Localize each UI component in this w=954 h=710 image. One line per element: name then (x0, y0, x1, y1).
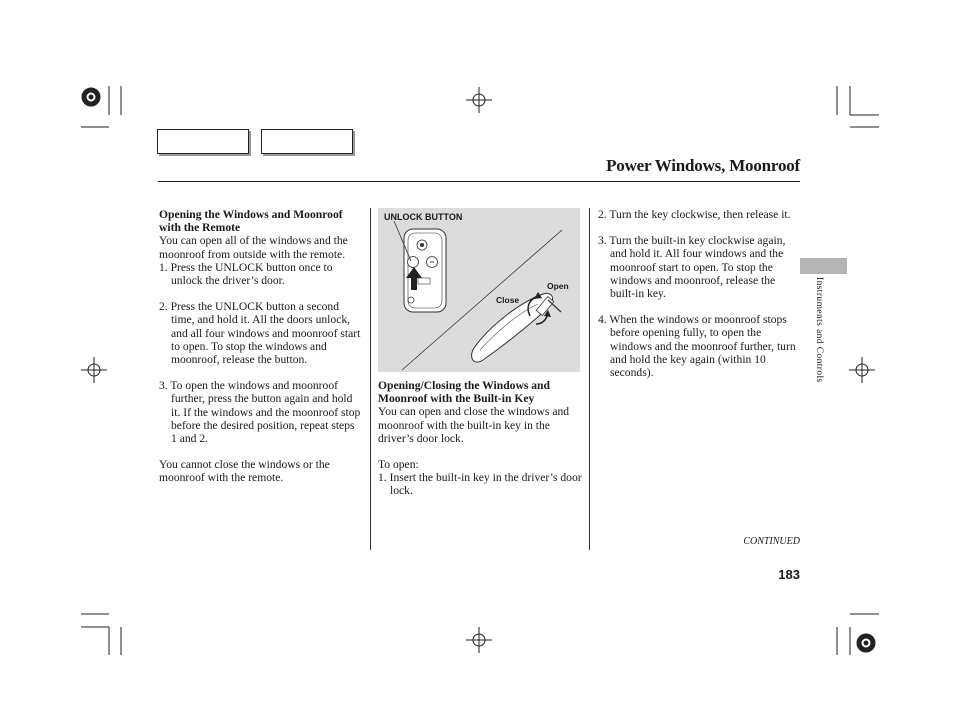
remote-fob-icon (404, 229, 446, 312)
column-1 (159, 208, 363, 485)
step-item: 1. Press the UNLOCK button once to unlock the driver’s door. (159, 260, 333, 288)
crosshair-top-center (466, 87, 492, 113)
note-text: You cannot close the windows or the moonroof with the remote. (159, 458, 330, 485)
step-item: 4. When the windows or moonroof stops before opening fully, to open the windows and the moonroof further, turn and hold the key again (within 10 seconds). (598, 313, 796, 380)
registration-mark-bottom-right (857, 634, 875, 652)
open-label: Open (547, 281, 569, 291)
step-item: 3. Turn the built-in key clockwise again, and hold it. All four windows and the moonroof start to open. To stop the windows and moonroof, release the built-in key. (598, 234, 786, 301)
step-item: 3. To open the windows and moonroof further, press the button again and hold it. If the windows and the moonroof stop before the desired position, repeat steps 1 and 2. (159, 379, 361, 446)
crosshair-left (81, 357, 107, 383)
title-rule (158, 181, 800, 182)
intro-text: You can open and close the windows and moonroof with the built-in key in the driver’s door lock. (378, 405, 570, 445)
page-title: Power Windows, Moonroof (606, 156, 800, 175)
continued-label: CONTINUED (743, 536, 800, 547)
crosshair-right (849, 357, 875, 383)
page-number: 183 (778, 567, 800, 582)
registration-mark-top-left (82, 88, 100, 106)
intro-text: You can open all of the windows and the moonroof from outside with the remote. (159, 234, 348, 261)
step-item: 1. Insert the built-in key in the driver’s door lock. (378, 471, 582, 498)
column-2 (378, 379, 586, 498)
section-heading-remote: Opening the Windows and Moonroof with the Remote (159, 208, 343, 235)
step-item: 2. Press the UNLOCK button a second time, and hold it. All the doors unlock, and all four windows and moonroof start to open. To stop the windows and moonroof, release the button. (159, 300, 361, 367)
unlock-button-label: UNLOCK BUTTON (384, 212, 463, 222)
column-divider-1 (370, 208, 371, 550)
section-tab-marker (800, 258, 847, 274)
section-heading-key: Opening/Closing the Windows and Moonroof with the Built-in Key (378, 379, 550, 406)
section-tab-label: Instruments and Controls (814, 277, 824, 383)
column-divider-2 (589, 208, 590, 550)
to-open-label: To open: (378, 458, 419, 472)
step-item: 2. Turn the key clockwise, then release it. (598, 208, 791, 221)
close-label: Close (496, 295, 520, 305)
nav-tab-box-1[interactable] (157, 129, 249, 154)
key-illustration (378, 208, 580, 372)
column-3 (598, 208, 803, 379)
crosshair-bottom-center (466, 627, 492, 653)
nav-tab-box-2[interactable] (261, 129, 353, 154)
